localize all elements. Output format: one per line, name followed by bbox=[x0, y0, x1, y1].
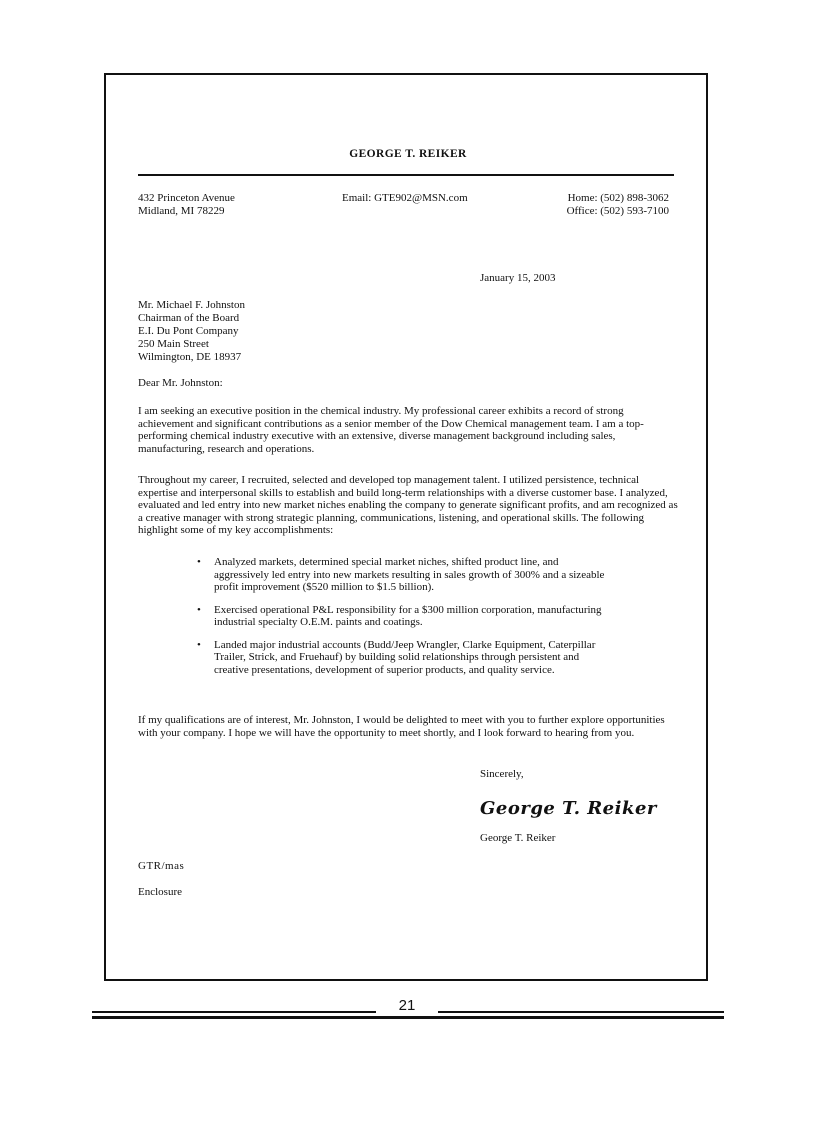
list-item bbox=[194, 556, 614, 594]
accomplishments-list bbox=[194, 556, 614, 686]
typist-initials: GTR/mas bbox=[138, 860, 185, 872]
recipient-street: 250 Main Street bbox=[138, 338, 209, 350]
body-paragraph-2: Throughout my career, I recruited, selected and developed top management talent. I utilized persistence, technical expertise and interpersonal skills to establish and build long-term relationships with a diverse customer base. I analyzed, evaluated and led entry into new market niches enabling the company to generate significant profits, and am recognized as a creative manager with strong strategic planning, communications, listening, and operational skills. The following highlight some of my key accomplishments: bbox=[138, 474, 678, 536]
letterhead-name: GEORGE T. REIKER bbox=[349, 148, 467, 160]
recipient-name: Mr. Michael F. Johnston bbox=[138, 299, 245, 311]
body-paragraph-1: I am seeking an executive position in the chemical industry. My professional career exhibits a record of strong achievement and significant contributions as a senior member of the Dow Chemical management team. I am a top-performing chemical industry executive with an extensive, diverse management background including sales, manufacturing, research and operations. bbox=[138, 405, 644, 455]
page-number: 21 bbox=[398, 997, 416, 1014]
recipient-city: Wilmington, DE 18937 bbox=[138, 351, 242, 363]
body-paragraph-3: If my qualifications are of interest, Mr. Johnston, I would be delighted to meet with you to further explore opportunities with your company. I hope we will have the opportunity to meet shortly, and I look forward to hearing from you. bbox=[138, 714, 665, 739]
footer-rule-bottom bbox=[92, 1016, 724, 1019]
letter-date: January 15, 2003 bbox=[480, 272, 556, 284]
bullet-icon: • bbox=[197, 603, 201, 616]
footer-rule-left-top bbox=[92, 1011, 376, 1013]
signer-name: George T. Reiker bbox=[480, 832, 556, 844]
email-address: Email: GTE902@MSN.com bbox=[342, 192, 468, 204]
bullet-text: Exercised operational P&L responsibility for a $300 million corporation, manufacturing industrial specialty O.E.M. paints and coatings. bbox=[214, 603, 602, 628]
bullet-icon: • bbox=[197, 556, 201, 568]
recipient-company: E.I. Du Pont Company bbox=[138, 325, 239, 337]
bullet-icon: • bbox=[197, 638, 201, 651]
valediction: Sincerely, bbox=[480, 768, 524, 780]
letterhead-rule bbox=[138, 174, 674, 176]
list-item bbox=[194, 604, 614, 629]
salutation: Dear Mr. Johnston: bbox=[138, 377, 223, 389]
bullet-text: Analyzed markets, determined special market niches, shifted product line, and aggressively led entry into new markets resulting in sales growth of 300% and a sizeable profit improvement ($520 million to $1.5 billion). bbox=[214, 556, 605, 593]
recipient-title: Chairman of the Board bbox=[138, 312, 240, 324]
footer-rule-right-top bbox=[438, 1011, 724, 1013]
office-phone: Office: (502) 593-7100 bbox=[566, 205, 669, 217]
enclosure-note: Enclosure bbox=[138, 886, 182, 898]
bullet-text: Landed major industrial accounts (Budd/Jeep Wrangler, Clarke Equipment, Caterpillar Trailer, Strick, and Fruehauf) by building solid relationships through persistent and creative presentations, development of superior products, and quality service. bbox=[214, 638, 596, 676]
handwritten-signature: George T. Reiker bbox=[480, 798, 657, 819]
home-phone: Home: (502) 898-3062 bbox=[567, 192, 669, 204]
list-item bbox=[194, 639, 614, 677]
address-line-1: 432 Princeton Avenue bbox=[138, 192, 235, 204]
address-line-2: Midland, MI 78229 bbox=[138, 205, 225, 217]
